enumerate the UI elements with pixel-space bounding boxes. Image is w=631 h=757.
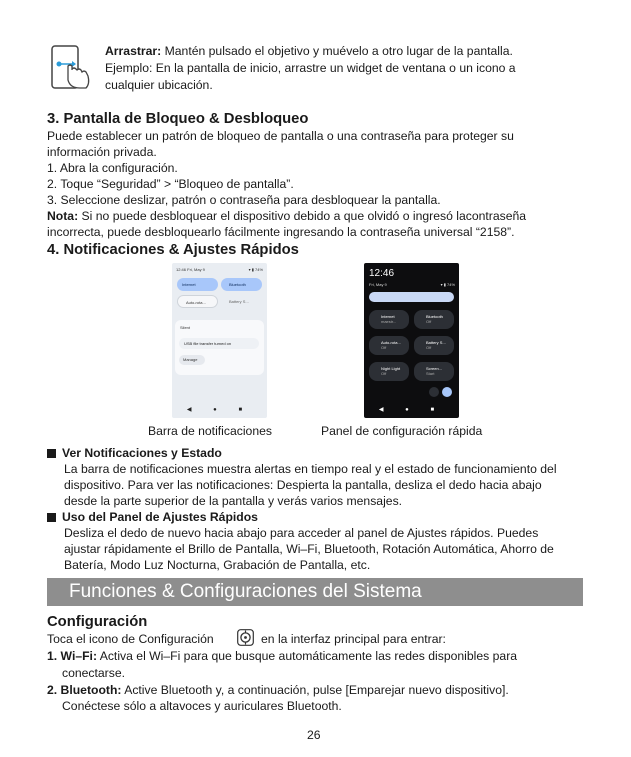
drag-gesture-icon	[50, 44, 94, 92]
bullet-1-line-2: dispositivo. Para ver las notificaciones: Despierta la pantalla, desliza el dedo hacia abajo	[64, 478, 542, 492]
sec3-step-3: 3. Seleccione deslizar, patrón o contraseña para desbloquear la pantalla.	[47, 193, 441, 207]
phone1-nav-bar: ◀ ● ■	[186, 407, 253, 413]
config-intro-b: en la interfaz principal para entrar:	[261, 632, 446, 646]
drag-line-3: cualquier ubicación.	[105, 78, 213, 92]
phone2-power-icon	[442, 387, 452, 397]
phone2-tile-nightlight: Night Light Off	[369, 362, 409, 381]
config-wifi-line-2: conectarse.	[62, 666, 126, 680]
phone2-tile-screenrec: Screen... Start	[414, 362, 454, 381]
phone2-nav-bar: ◀ ● ■	[378, 407, 445, 413]
phone1-tile-bluetooth: Bluetooth	[221, 278, 262, 291]
bullet-2-line-2: ajustar rápidamente el Brillo de Pantalla, Wi–Fi, Bluetooth, Rotación Automática, Ahorro de	[64, 542, 554, 556]
drag-line-2: Ejemplo: En la pantalla de inicio, arrastre un widget de ventana o un icono a	[105, 61, 516, 75]
phone1-tile-autorotate: Auto-rota...	[177, 295, 218, 308]
phone2-settings-icon	[429, 387, 439, 397]
settings-icon	[237, 629, 254, 646]
page-number: 26	[307, 728, 321, 742]
notification-bar-screenshot	[172, 263, 267, 418]
bullet-2-title: Uso del Panel de Ajustes Rápidos	[47, 509, 258, 526]
phone2-tile-bluetooth: Bluetooth Off	[414, 310, 454, 329]
square-bullet-icon	[47, 449, 56, 458]
sec3-note-2: incorrecta, puede desbloquearlo fácilmente ingresando la contraseña universal “2158”.	[47, 225, 515, 239]
quick-settings-screenshot	[364, 263, 459, 418]
sec3-step-1: 1. Abra la configuración.	[47, 161, 178, 175]
section-3-title: 3. Pantalla de Bloqueo & Desbloqueo	[47, 111, 309, 127]
drag-line-1: Arrastrar: Mantén pulsado el objetivo y muévelo a otro lugar de la pantalla.	[105, 44, 513, 58]
square-bullet-icon	[47, 513, 56, 522]
section-4-title: 4. Notificaciones & Ajustes Rápidos	[47, 242, 299, 258]
section-banner: Funciones & Configuraciones del Sistema	[47, 578, 583, 606]
phone1-notification-card: Silent USB file transfer turned on Manage	[175, 320, 264, 375]
sec3-para-2: información privada.	[47, 145, 157, 159]
caption-quick-settings: Panel de configuración rápida	[321, 424, 483, 438]
phone1-status: 12:46 Fri, May 9	[176, 267, 205, 272]
config-wifi-line: 1. Wi–Fi: Activa el Wi–Fi para que busque automáticamente las redes disponibles para	[47, 649, 518, 663]
sec3-para-1: Puede establecer un patrón de bloqueo de pantalla o una contraseña para proteger su	[47, 129, 514, 143]
config-bt-line-2: Conéctese sólo a altavoces y auriculares Bluetooth.	[62, 699, 342, 713]
phone2-tile-internet: Internet maestr...	[369, 310, 409, 329]
bullet-2-line-1: Desliza el dedo de nuevo hacia abajo para acceder al panel de Ajustes rápidos. Puedes	[64, 526, 539, 540]
phone1-battery: ▾ ▮ 74%	[248, 267, 263, 272]
bullet-2-line-3: Batería, Modo Luz Nocturna, Grabación de Pantalla, etc.	[64, 558, 371, 572]
bullet-1-line-1: La barra de notificaciones muestra alertas en tiempo real y el estado de funcionamiento del	[64, 462, 557, 476]
config-bt-line: 2. Bluetooth: Active Bluetooth y, a continuación, pulse [Emparejar nuevo dispositivo].	[47, 683, 509, 697]
phone2-tile-autorotate: Auto-rota... Off	[369, 336, 409, 355]
phone2-tile-battery: Battery S... Off	[414, 336, 454, 355]
sec3-step-2: 2. Toque “Seguridad” > “Bloqueo de pantalla”.	[47, 177, 294, 191]
bullet-1-line-3: desde la parte superior de la pantalla y verás varios mensajes.	[64, 494, 403, 508]
config-title: Configuración	[47, 614, 148, 630]
phone1-tile-battery: Battery S...	[221, 295, 262, 308]
sec3-note-1: Nota: Si no puede desbloquear el dispositivo debido a que olvidó o ingresó lacontraseña	[47, 209, 527, 223]
phone2-date: Fri, May 9	[369, 282, 387, 287]
phone2-battery: ▾ ▮ 74%	[440, 282, 455, 287]
caption-notification-bar: Barra de notificaciones	[148, 424, 272, 438]
bullet-1-title: Ver Notificaciones y Estado	[47, 445, 222, 462]
phone2-time: 12:46	[369, 268, 395, 279]
phone2-brightness-slider	[369, 292, 454, 302]
phone1-tile-internet: Internet	[177, 278, 218, 291]
config-intro-a: Toca el icono de Configuración	[47, 632, 214, 646]
